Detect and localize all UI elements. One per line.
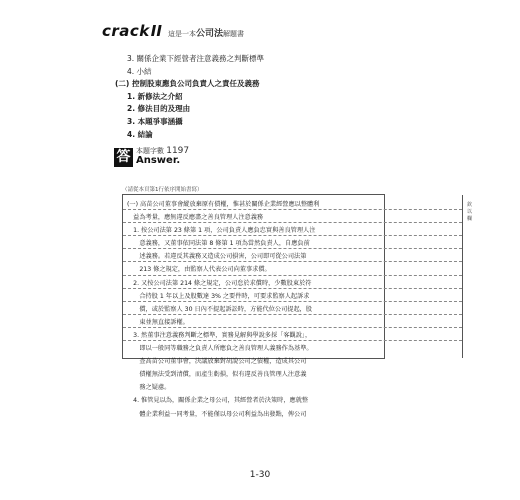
outline-item: 3. 本題爭事涵攝 — [127, 116, 183, 126]
answer-line: (一) 高苗公司董事會縱放棄原有債權，惟甚於關係企業經營應以整體利 — [127, 201, 320, 208]
answer-line: 益為考量，應無違反應盡之善良管理人注意義務 — [127, 214, 264, 222]
outline-item: 1. 新修法之介紹 — [127, 91, 183, 101]
margin-divider — [462, 195, 463, 358]
answer-line: 債權無法受到清償，而產生虧損，似有違反善良管理人注意義 — [127, 371, 307, 379]
answer-sheet-caption: （請從本頁第1行依序開始書寫） — [122, 187, 203, 193]
answer-label: Answer. — [136, 155, 181, 166]
outline-item: 3. 關係企業下經營者注意義務之判斷標準 — [127, 54, 265, 63]
answer-line: 即以一般同等職務之負責人所應負之善良管理人義務作為基準。 — [127, 345, 313, 353]
answer-body — [127, 198, 457, 421]
answer-line: 務之疑慮。 — [127, 384, 171, 392]
answer-line: 1. 按公司法第 23 條第 1 項，公司負責人應負忠實與善良管理人注 — [127, 227, 316, 235]
outline-item: 4. 結論 — [127, 129, 153, 139]
margin-label: 欽以欄 — [467, 202, 473, 222]
answer-line: 3. 然董事注意義務判斷之標準，實務見解與學說多採「客觀說」， — [127, 331, 312, 339]
word-count-label: 本題字數 — [136, 147, 164, 155]
answer-line: 213 條之規定，由監察人代表公司向董事求償。 — [127, 266, 271, 274]
answer-line: 體企業利益一同考量，不能僅以母公司利益為出發點，俾公司 — [127, 410, 307, 418]
answer-line: 償，或於監察人 30 日內不提起訴訟時，方能代位公司提起，股 — [127, 305, 313, 313]
word-count-value: 1197 — [166, 146, 190, 156]
outline-item: 4. 小結 — [127, 66, 152, 76]
outline-item: 2. 修法目的及理由 — [127, 104, 191, 114]
answer-line: 意義務，又董事依同法第 8 條第 1 項為當然負責人，自應負前 — [127, 240, 310, 248]
subtitle-pre: 這是一本 — [167, 30, 196, 38]
answer-line: 查高苗公司董事會，決議放棄對胡說公司之債權，造成其公司 — [127, 358, 307, 366]
answer-line: 東並無直接訴權。 — [127, 318, 189, 326]
subtitle-bold: 公司法 — [195, 29, 223, 39]
book-header — [102, 24, 244, 40]
answer-line: 合持股 1 年以上及股數達 3% 之要件時，可要求監察人起訴求 — [127, 292, 310, 300]
answer-line: 4. 惟管見以為，關係企業之母公司，其經營者於決策時，應就整 — [127, 397, 309, 405]
crack-logo-mark: II — [150, 22, 162, 40]
subtitle-post: 解題書 — [222, 30, 244, 38]
crack-logo: crack — [102, 22, 150, 40]
outline-heading: (二) 控制股東應負公司負責人之責任及義務 — [115, 79, 260, 89]
answer-heading — [136, 146, 189, 166]
page-number: 1-30 — [249, 470, 271, 480]
answer-outline — [115, 53, 264, 141]
answer-line: 述義務。若違反其義務又造成公司損害，公司即可從公司法第 — [127, 253, 307, 261]
book-subtitle — [168, 26, 244, 39]
answer-line: 2. 又按公司法第 214 條之規定，公司怠於求償時，少數股東於符 — [127, 279, 312, 287]
answer-sheet — [122, 194, 473, 418]
answer-badge-icon: 答 — [114, 148, 133, 167]
